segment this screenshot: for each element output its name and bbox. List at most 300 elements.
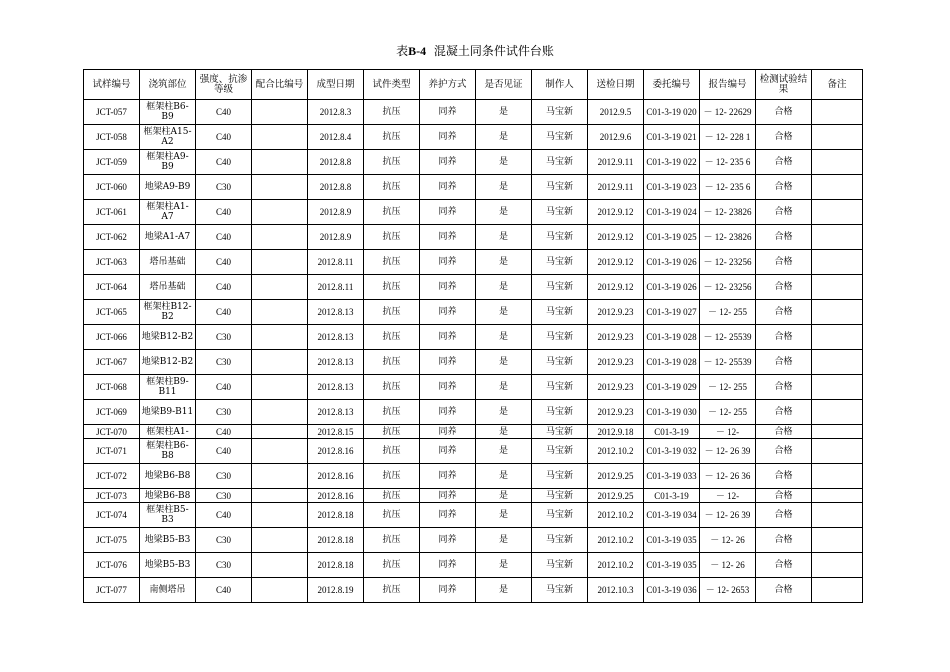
- maker-cell: 马宝新: [532, 225, 588, 250]
- specimen-id-cell: JCT-070: [84, 425, 140, 439]
- witness-cell: 是: [476, 275, 532, 300]
- witness-cell: 是: [476, 439, 532, 464]
- maker-cell: 马宝新: [532, 250, 588, 275]
- specimen-id-cell: JCT-066: [84, 325, 140, 350]
- specimen-type-cell: 抗压: [364, 175, 420, 200]
- pour-location-cell: 塔吊基础: [140, 250, 196, 275]
- maker-cell: 马宝新: [532, 400, 588, 425]
- remark-cell: [812, 250, 863, 275]
- maker-cell: 马宝新: [532, 464, 588, 489]
- commission-number-cell: C01-3-19 020: [644, 100, 700, 125]
- specimen-type-cell: 抗压: [364, 350, 420, 375]
- pour-location-cell: 地梁A9-B9: [140, 175, 196, 200]
- molding-date-cell: 2012.8.13: [308, 375, 364, 400]
- specimen-id-cell: JCT-069: [84, 400, 140, 425]
- title-text: 混凝土同条件试件台账: [433, 44, 554, 58]
- curing-method-cell: 同养: [420, 150, 476, 175]
- header-cell: 成型日期: [308, 70, 364, 100]
- witness-cell: 是: [476, 464, 532, 489]
- mix-number-cell: [252, 225, 308, 250]
- mix-number-cell: [252, 100, 308, 125]
- specimen-type-cell: 抗压: [364, 553, 420, 578]
- pour-location-cell: 地梁B6-B8: [140, 464, 196, 489]
- report-number-cell: － 12- 23256: [700, 250, 756, 275]
- table-row: [84, 464, 863, 489]
- send-date-cell: 2012.9.23: [588, 375, 644, 400]
- specimen-type-cell: 抗压: [364, 325, 420, 350]
- report-number-cell: － 12- 25539: [700, 350, 756, 375]
- report-number-cell: － 12- 255: [700, 375, 756, 400]
- strength-grade-cell: C30: [196, 350, 252, 375]
- curing-method-cell: 同养: [420, 125, 476, 150]
- curing-method-cell: 同养: [420, 464, 476, 489]
- remark-cell: [812, 464, 863, 489]
- table-row: [84, 425, 863, 439]
- molding-date-cell: 2012.8.8: [308, 175, 364, 200]
- remark-cell: [812, 528, 863, 553]
- table-row: [84, 250, 863, 275]
- mix-number-cell: [252, 503, 308, 528]
- specimen-id-cell: JCT-074: [84, 503, 140, 528]
- commission-number-cell: C01-3-19 023: [644, 175, 700, 200]
- send-date-cell: 2012.10.2: [588, 553, 644, 578]
- send-date-cell: 2012.9.12: [588, 200, 644, 225]
- molding-date-cell: 2012.8.4: [308, 125, 364, 150]
- commission-number-cell: C01-3-19 021: [644, 125, 700, 150]
- table-row: [84, 553, 863, 578]
- strength-grade-cell: C40: [196, 300, 252, 325]
- mix-number-cell: [252, 275, 308, 300]
- table-row: [84, 375, 863, 400]
- report-number-cell: － 12- 26: [700, 528, 756, 553]
- pour-location-cell: 框架柱A15-A2: [140, 125, 196, 150]
- pour-location-cell: 框架柱A1-A7: [140, 200, 196, 225]
- witness-cell: 是: [476, 503, 532, 528]
- strength-grade-cell: C30: [196, 489, 252, 503]
- pour-location-cell: 框架柱B5-B3: [140, 503, 196, 528]
- molding-date-cell: 2012.8.8: [308, 150, 364, 175]
- table-row: [84, 528, 863, 553]
- witness-cell: 是: [476, 100, 532, 125]
- table-row: [84, 503, 863, 528]
- specimen-id-cell: JCT-058: [84, 125, 140, 150]
- test-result-cell: 合格: [756, 200, 812, 225]
- maker-cell: 马宝新: [532, 489, 588, 503]
- maker-cell: 马宝新: [532, 350, 588, 375]
- molding-date-cell: 2012.8.13: [308, 400, 364, 425]
- strength-grade-cell: C40: [196, 200, 252, 225]
- report-number-cell: － 12- 2653: [700, 578, 756, 603]
- send-date-cell: 2012.9.11: [588, 150, 644, 175]
- table-row: [84, 175, 863, 200]
- specimen-type-cell: 抗压: [364, 528, 420, 553]
- commission-number-cell: C01-3-19: [644, 425, 700, 439]
- header-cell: 制作人: [532, 70, 588, 100]
- maker-cell: 马宝新: [532, 175, 588, 200]
- specimen-id-cell: JCT-064: [84, 275, 140, 300]
- commission-number-cell: C01-3-19 026: [644, 250, 700, 275]
- witness-cell: 是: [476, 200, 532, 225]
- table-row: [84, 200, 863, 225]
- maker-cell: 马宝新: [532, 100, 588, 125]
- test-result-cell: 合格: [756, 150, 812, 175]
- remark-cell: [812, 175, 863, 200]
- commission-number-cell: C01-3-19 033: [644, 464, 700, 489]
- molding-date-cell: 2012.8.16: [308, 489, 364, 503]
- test-result-cell: 合格: [756, 300, 812, 325]
- witness-cell: 是: [476, 300, 532, 325]
- specimen-id-cell: JCT-077: [84, 578, 140, 603]
- witness-cell: 是: [476, 125, 532, 150]
- witness-cell: 是: [476, 150, 532, 175]
- strength-grade-cell: C40: [196, 100, 252, 125]
- specimen-id-cell: JCT-063: [84, 250, 140, 275]
- table-row: [84, 100, 863, 125]
- specimen-type-cell: 抗压: [364, 150, 420, 175]
- molding-date-cell: 2012.8.13: [308, 350, 364, 375]
- mix-number-cell: [252, 375, 308, 400]
- witness-cell: 是: [476, 325, 532, 350]
- curing-method-cell: 同养: [420, 425, 476, 439]
- molding-date-cell: 2012.8.16: [308, 464, 364, 489]
- specimen-type-cell: 抗压: [364, 503, 420, 528]
- send-date-cell: 2012.9.23: [588, 300, 644, 325]
- curing-method-cell: 同养: [420, 439, 476, 464]
- strength-grade-cell: C30: [196, 553, 252, 578]
- commission-number-cell: C01-3-19 022: [644, 150, 700, 175]
- maker-cell: 马宝新: [532, 150, 588, 175]
- pour-location-cell: 框架柱B12-B2: [140, 300, 196, 325]
- report-number-cell: － 12- 235 6: [700, 150, 756, 175]
- specimen-id-cell: JCT-067: [84, 350, 140, 375]
- test-result-cell: 合格: [756, 425, 812, 439]
- maker-cell: 马宝新: [532, 275, 588, 300]
- send-date-cell: 2012.9.25: [588, 489, 644, 503]
- commission-number-cell: C01-3-19 032: [644, 439, 700, 464]
- test-result-cell: 合格: [756, 325, 812, 350]
- send-date-cell: 2012.9.23: [588, 350, 644, 375]
- report-number-cell: － 12- 23826: [700, 225, 756, 250]
- maker-cell: 马宝新: [532, 503, 588, 528]
- remark-cell: [812, 439, 863, 464]
- pour-location-cell: 地梁B12-B2: [140, 325, 196, 350]
- table-row: [84, 225, 863, 250]
- commission-number-cell: C01-3-19 024: [644, 200, 700, 225]
- commission-number-cell: C01-3-19 034: [644, 503, 700, 528]
- report-number-cell: － 12- 22629: [700, 100, 756, 125]
- mix-number-cell: [252, 528, 308, 553]
- remark-cell: [812, 150, 863, 175]
- header-cell: 检测试验结果: [756, 70, 812, 100]
- strength-grade-cell: C40: [196, 150, 252, 175]
- test-result-cell: 合格: [756, 503, 812, 528]
- molding-date-cell: 2012.8.18: [308, 503, 364, 528]
- specimen-type-cell: 抗压: [364, 400, 420, 425]
- mix-number-cell: [252, 578, 308, 603]
- send-date-cell: 2012.9.5: [588, 100, 644, 125]
- maker-cell: 马宝新: [532, 325, 588, 350]
- test-result-cell: 合格: [756, 175, 812, 200]
- maker-cell: 马宝新: [532, 578, 588, 603]
- report-number-cell: － 12- 25539: [700, 325, 756, 350]
- witness-cell: 是: [476, 489, 532, 503]
- specimen-type-cell: 抗压: [364, 300, 420, 325]
- page-title: [0, 42, 950, 59]
- test-result-cell: 合格: [756, 350, 812, 375]
- test-result-cell: 合格: [756, 225, 812, 250]
- specimen-type-cell: 抗压: [364, 100, 420, 125]
- curing-method-cell: 同养: [420, 100, 476, 125]
- pour-location-cell: 地梁B12-B2: [140, 350, 196, 375]
- specimen-id-cell: JCT-062: [84, 225, 140, 250]
- test-result-cell: 合格: [756, 400, 812, 425]
- specimen-id-cell: JCT-060: [84, 175, 140, 200]
- commission-number-cell: C01-3-19: [644, 489, 700, 503]
- witness-cell: 是: [476, 553, 532, 578]
- commission-number-cell: C01-3-19 028: [644, 325, 700, 350]
- molding-date-cell: 2012.8.16: [308, 439, 364, 464]
- pour-location-cell: 地梁B5-B3: [140, 528, 196, 553]
- table-row: [84, 489, 863, 503]
- specimen-id-cell: JCT-073: [84, 489, 140, 503]
- test-result-cell: 合格: [756, 464, 812, 489]
- curing-method-cell: 同养: [420, 553, 476, 578]
- maker-cell: 马宝新: [532, 200, 588, 225]
- maker-cell: 马宝新: [532, 553, 588, 578]
- witness-cell: 是: [476, 250, 532, 275]
- specimen-id-cell: JCT-057: [84, 100, 140, 125]
- specimen-type-cell: 抗压: [364, 578, 420, 603]
- mix-number-cell: [252, 325, 308, 350]
- table-row: [84, 400, 863, 425]
- pour-location-cell: 框架柱A9-B9: [140, 150, 196, 175]
- strength-grade-cell: C40: [196, 578, 252, 603]
- table-row: [84, 325, 863, 350]
- molding-date-cell: 2012.8.13: [308, 300, 364, 325]
- send-date-cell: 2012.9.25: [588, 464, 644, 489]
- maker-cell: 马宝新: [532, 528, 588, 553]
- report-number-cell: － 12- 23826: [700, 200, 756, 225]
- commission-number-cell: C01-3-19 028: [644, 350, 700, 375]
- send-date-cell: 2012.9.12: [588, 225, 644, 250]
- report-number-cell: － 12- 255: [700, 300, 756, 325]
- molding-date-cell: 2012.8.11: [308, 250, 364, 275]
- witness-cell: 是: [476, 425, 532, 439]
- pour-location-cell: 地梁B5-B3: [140, 553, 196, 578]
- report-number-cell: － 12- 26 36: [700, 464, 756, 489]
- table-row: [84, 275, 863, 300]
- curing-method-cell: 同养: [420, 175, 476, 200]
- curing-method-cell: 同养: [420, 489, 476, 503]
- curing-method-cell: 同养: [420, 350, 476, 375]
- header-cell: 浇筑部位: [140, 70, 196, 100]
- remark-cell: [812, 325, 863, 350]
- report-number-cell: － 12- 26: [700, 553, 756, 578]
- witness-cell: 是: [476, 400, 532, 425]
- specimen-id-cell: JCT-061: [84, 200, 140, 225]
- pour-location-cell: 塔吊基础: [140, 275, 196, 300]
- specimen-type-cell: 抗压: [364, 489, 420, 503]
- curing-method-cell: 同养: [420, 275, 476, 300]
- pour-location-cell: 框架柱B6-B9: [140, 100, 196, 125]
- curing-method-cell: 同养: [420, 200, 476, 225]
- report-number-cell: － 12- 26 39: [700, 503, 756, 528]
- maker-cell: 马宝新: [532, 125, 588, 150]
- molding-date-cell: 2012.8.3: [308, 100, 364, 125]
- send-date-cell: 2012.10.2: [588, 503, 644, 528]
- send-date-cell: 2012.9.23: [588, 325, 644, 350]
- report-number-cell: － 12-: [700, 489, 756, 503]
- specimen-type-cell: 抗压: [364, 464, 420, 489]
- witness-cell: 是: [476, 350, 532, 375]
- pour-location-cell: 地梁B6-B8: [140, 489, 196, 503]
- specimen-type-cell: 抗压: [364, 200, 420, 225]
- report-number-cell: － 12-: [700, 425, 756, 439]
- specimen-id-cell: JCT-071: [84, 439, 140, 464]
- remark-cell: [812, 489, 863, 503]
- curing-method-cell: 同养: [420, 225, 476, 250]
- test-result-cell: 合格: [756, 528, 812, 553]
- strength-grade-cell: C30: [196, 325, 252, 350]
- witness-cell: 是: [476, 528, 532, 553]
- test-result-cell: 合格: [756, 375, 812, 400]
- mix-number-cell: [252, 400, 308, 425]
- report-number-cell: － 12- 23256: [700, 275, 756, 300]
- witness-cell: 是: [476, 578, 532, 603]
- strength-grade-cell: C40: [196, 225, 252, 250]
- send-date-cell: 2012.9.6: [588, 125, 644, 150]
- strength-grade-cell: C30: [196, 528, 252, 553]
- header-cell: 强度、抗渗等级: [196, 70, 252, 100]
- strength-grade-cell: C40: [196, 275, 252, 300]
- specimen-type-cell: 抗压: [364, 125, 420, 150]
- commission-number-cell: C01-3-19 035: [644, 528, 700, 553]
- mix-number-cell: [252, 553, 308, 578]
- mix-number-cell: [252, 425, 308, 439]
- header-cell: 配合比编号: [252, 70, 308, 100]
- mix-number-cell: [252, 489, 308, 503]
- curing-method-cell: 同养: [420, 250, 476, 275]
- maker-cell: 马宝新: [532, 300, 588, 325]
- curing-method-cell: 同养: [420, 375, 476, 400]
- mix-number-cell: [252, 150, 308, 175]
- specimen-type-cell: 抗压: [364, 425, 420, 439]
- strength-grade-cell: C40: [196, 503, 252, 528]
- test-result-cell: 合格: [756, 489, 812, 503]
- curing-method-cell: 同养: [420, 503, 476, 528]
- table-row: [84, 125, 863, 150]
- pour-location-cell: 框架柱A1-: [140, 425, 196, 439]
- mix-number-cell: [252, 350, 308, 375]
- remark-cell: [812, 200, 863, 225]
- header-cell: 试件类型: [364, 70, 420, 100]
- mix-number-cell: [252, 125, 308, 150]
- send-date-cell: 2012.10.2: [588, 439, 644, 464]
- test-result-cell: 合格: [756, 553, 812, 578]
- remark-cell: [812, 125, 863, 150]
- header-cell: 养护方式: [420, 70, 476, 100]
- molding-date-cell: 2012.8.9: [308, 200, 364, 225]
- specimen-type-cell: 抗压: [364, 375, 420, 400]
- strength-grade-cell: C40: [196, 250, 252, 275]
- pour-location-cell: 南侧塔吊: [140, 578, 196, 603]
- header-row: [84, 70, 863, 100]
- molding-date-cell: 2012.8.13: [308, 325, 364, 350]
- remark-cell: [812, 425, 863, 439]
- commission-number-cell: C01-3-19 026: [644, 275, 700, 300]
- mix-number-cell: [252, 200, 308, 225]
- specimen-id-cell: JCT-072: [84, 464, 140, 489]
- specimen-type-cell: 抗压: [364, 439, 420, 464]
- specimen-type-cell: 抗压: [364, 275, 420, 300]
- mix-number-cell: [252, 300, 308, 325]
- witness-cell: 是: [476, 375, 532, 400]
- specimen-id-cell: JCT-068: [84, 375, 140, 400]
- test-result-cell: 合格: [756, 578, 812, 603]
- molding-date-cell: 2012.8.18: [308, 528, 364, 553]
- header-cell: 送检日期: [588, 70, 644, 100]
- remark-cell: [812, 503, 863, 528]
- commission-number-cell: C01-3-19 036: [644, 578, 700, 603]
- table-row: [84, 578, 863, 603]
- maker-cell: 马宝新: [532, 375, 588, 400]
- specimen-id-cell: JCT-065: [84, 300, 140, 325]
- molding-date-cell: 2012.8.9: [308, 225, 364, 250]
- specimen-id-cell: JCT-059: [84, 150, 140, 175]
- specimen-type-cell: 抗压: [364, 250, 420, 275]
- report-number-cell: － 12- 26 39: [700, 439, 756, 464]
- molding-date-cell: 2012.8.11: [308, 275, 364, 300]
- mix-number-cell: [252, 250, 308, 275]
- send-date-cell: 2012.10.3: [588, 578, 644, 603]
- send-date-cell: 2012.10.2: [588, 528, 644, 553]
- curing-method-cell: 同养: [420, 300, 476, 325]
- molding-date-cell: 2012.8.19: [308, 578, 364, 603]
- table-row: [84, 300, 863, 325]
- send-date-cell: 2012.9.12: [588, 250, 644, 275]
- table-row: [84, 350, 863, 375]
- test-result-cell: 合格: [756, 250, 812, 275]
- mix-number-cell: [252, 464, 308, 489]
- send-date-cell: 2012.9.18: [588, 425, 644, 439]
- table-row: [84, 439, 863, 464]
- remark-cell: [812, 400, 863, 425]
- curing-method-cell: 同养: [420, 528, 476, 553]
- pour-location-cell: 地梁A1-A7: [140, 225, 196, 250]
- commission-number-cell: C01-3-19 030: [644, 400, 700, 425]
- remark-cell: [812, 375, 863, 400]
- commission-number-cell: C01-3-19 035: [644, 553, 700, 578]
- header-cell: 是否见证: [476, 70, 532, 100]
- remark-cell: [812, 100, 863, 125]
- pour-location-cell: 框架柱B9-B11: [140, 375, 196, 400]
- title-prefix: 表: [396, 44, 409, 58]
- remark-cell: [812, 578, 863, 603]
- send-date-cell: 2012.9.11: [588, 175, 644, 200]
- commission-number-cell: C01-3-19 029: [644, 375, 700, 400]
- strength-grade-cell: C30: [196, 464, 252, 489]
- commission-number-cell: C01-3-19 027: [644, 300, 700, 325]
- witness-cell: 是: [476, 225, 532, 250]
- title-code: B-4: [408, 44, 427, 58]
- test-result-cell: 合格: [756, 125, 812, 150]
- report-number-cell: － 12- 228 1: [700, 125, 756, 150]
- strength-grade-cell: C40: [196, 425, 252, 439]
- specimen-id-cell: JCT-076: [84, 553, 140, 578]
- test-result-cell: 合格: [756, 275, 812, 300]
- curing-method-cell: 同养: [420, 325, 476, 350]
- pour-location-cell: 框架柱B6-B8: [140, 439, 196, 464]
